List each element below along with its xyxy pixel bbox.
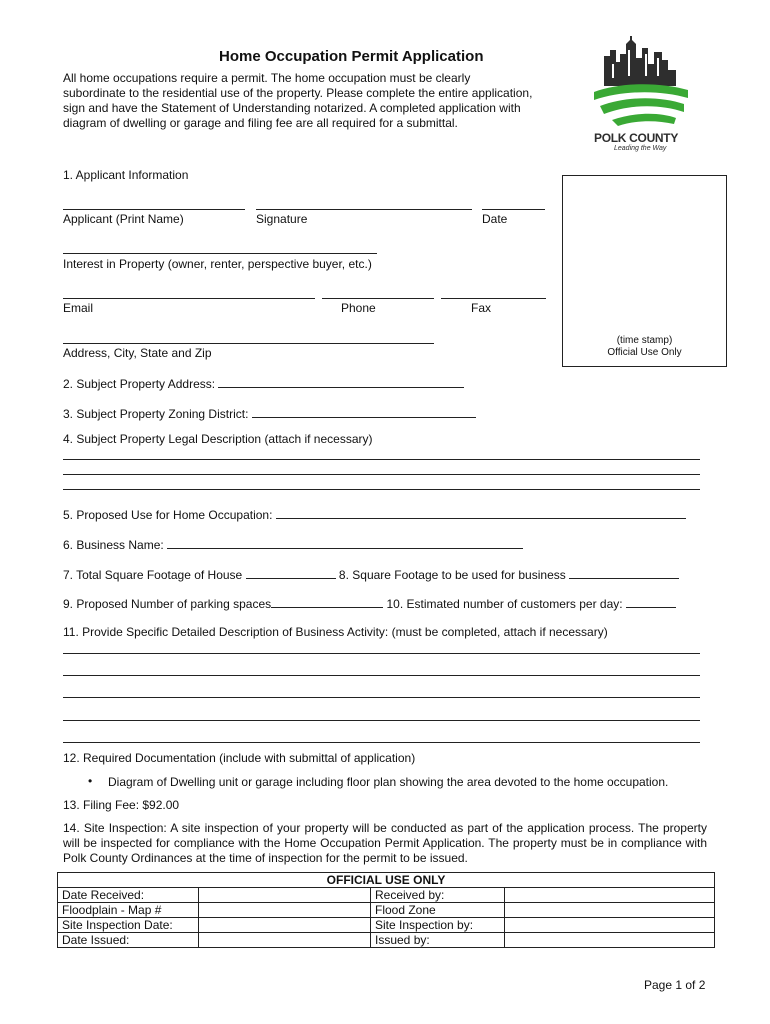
table-label: Site Inspection Date: bbox=[58, 918, 199, 933]
table-value-cell[interactable] bbox=[199, 903, 371, 918]
section-4-label: 4. Subject Property Legal Description (attach if necessary) bbox=[63, 432, 373, 446]
fax-line[interactable] bbox=[441, 298, 546, 299]
table-row bbox=[58, 933, 715, 948]
intro-paragraph: All home occupations require a permit. The home occupation must be clearly subordinate to the residential use of the property. Please complete the entire application, sign and have the Statement of Understanding notarized. A completed application with diagram of dwelling or garage and filing fee are all required for a submittal. bbox=[63, 71, 533, 130]
polk-county-logo bbox=[590, 34, 696, 158]
business-description-line[interactable] bbox=[63, 675, 700, 676]
business-description-line[interactable] bbox=[63, 742, 700, 743]
phone-line[interactable] bbox=[322, 298, 434, 299]
section-1-heading: 1. Applicant Information bbox=[63, 168, 189, 182]
section-6-label: 6. Business Name: bbox=[63, 536, 523, 553]
section-3-label: 3. Subject Property Zoning District: bbox=[63, 405, 476, 422]
section-9-10-row: 9. Proposed Number of parking spaces 10. Estimated number of customers per day: bbox=[63, 595, 676, 612]
table-value-cell[interactable] bbox=[199, 933, 371, 948]
house-footage-field[interactable] bbox=[246, 566, 336, 579]
applicant-name-label: Applicant (Print Name) bbox=[63, 212, 184, 226]
parking-spaces-field[interactable] bbox=[271, 595, 383, 608]
business-description-line[interactable] bbox=[63, 653, 700, 654]
customers-per-day-field[interactable] bbox=[626, 595, 676, 608]
page-title: Home Occupation Permit Application bbox=[219, 48, 484, 65]
interest-label: Interest in Property (owner, renter, perspective buyer, etc.) bbox=[63, 257, 372, 271]
phone-label: Phone bbox=[341, 301, 376, 315]
address-line[interactable] bbox=[63, 343, 434, 344]
email-line[interactable] bbox=[63, 298, 315, 299]
table-value-cell[interactable] bbox=[505, 888, 715, 903]
logo-tagline: Leading the Way bbox=[614, 145, 667, 152]
official-use-label: Official Use Only bbox=[607, 347, 682, 358]
section-7-8-row: 7. Total Square Footage of House 8. Square Footage to be used for business bbox=[63, 566, 679, 583]
section-2-label: 2. Subject Property Address: bbox=[63, 375, 464, 392]
time-stamp-box bbox=[562, 175, 727, 367]
legal-description-line[interactable] bbox=[63, 474, 700, 475]
required-doc-item: Diagram of Dwelling unit or garage including floor plan showing the area devoted to the home occupation. bbox=[108, 775, 669, 789]
applicant-name-line[interactable] bbox=[63, 209, 245, 210]
table-value-cell[interactable] bbox=[505, 918, 715, 933]
table-value-cell[interactable] bbox=[199, 888, 371, 903]
section-14-paragraph: 14. Site Inspection: A site inspection of your property will be conducted as part of the application process. The property will be inspected for compliance with the Home Occupation Permit Application. The property must be in compliance with Polk County Ordinances at the time of inspection for the permit to be issued. bbox=[63, 821, 707, 865]
table-label: Floodplain - Map # bbox=[58, 903, 199, 918]
table-label: Issued by: bbox=[371, 933, 505, 948]
official-use-table bbox=[57, 872, 715, 948]
email-label: Email bbox=[63, 301, 94, 315]
signature-line[interactable] bbox=[256, 209, 472, 210]
table-label: Received by: bbox=[371, 888, 505, 903]
legal-description-line[interactable] bbox=[63, 459, 700, 460]
table-row bbox=[58, 903, 715, 918]
section-13-label: 13. Filing Fee: $92.00 bbox=[63, 798, 180, 812]
table-value-cell[interactable] bbox=[199, 918, 371, 933]
zoning-district-field[interactable] bbox=[252, 405, 476, 418]
bullet-dot-icon: • bbox=[88, 774, 93, 788]
table-label: Date Received: bbox=[58, 888, 199, 903]
signature-label: Signature bbox=[256, 212, 308, 226]
table-label: Flood Zone bbox=[371, 903, 505, 918]
address-label: Address, City, State and Zip bbox=[63, 346, 212, 360]
proposed-use-field[interactable] bbox=[276, 506, 686, 519]
business-name-field[interactable] bbox=[167, 536, 523, 549]
legal-description-line[interactable] bbox=[63, 489, 700, 490]
table-row bbox=[58, 888, 715, 903]
section-5-label: 5. Proposed Use for Home Occupation: bbox=[63, 506, 686, 523]
table-value-cell[interactable] bbox=[505, 903, 715, 918]
time-stamp-label: (time stamp) bbox=[616, 335, 673, 346]
business-description-line[interactable] bbox=[63, 720, 700, 721]
business-description-line[interactable] bbox=[63, 697, 700, 698]
logo-name: POLK COUNTY bbox=[594, 131, 679, 145]
section-12-label: 12. Required Documentation (include with submittal of application) bbox=[63, 751, 416, 765]
official-use-heading: OFFICIAL USE ONLY bbox=[58, 873, 715, 888]
date-label: Date bbox=[482, 212, 508, 226]
page-number: Page 1 of 2 bbox=[644, 978, 706, 992]
business-footage-field[interactable] bbox=[569, 566, 679, 579]
section-11-label: 11. Provide Specific Detailed Description of Business Activity: (must be completed, attach if necessary) bbox=[63, 625, 608, 639]
table-label: Site Inspection by: bbox=[371, 918, 505, 933]
table-label: Date Issued: bbox=[58, 933, 199, 948]
fax-label: Fax bbox=[471, 301, 492, 315]
date-line[interactable] bbox=[482, 209, 545, 210]
interest-line[interactable] bbox=[63, 253, 377, 254]
property-address-field[interactable] bbox=[218, 375, 464, 388]
table-row bbox=[58, 918, 715, 933]
table-value-cell[interactable] bbox=[505, 933, 715, 948]
